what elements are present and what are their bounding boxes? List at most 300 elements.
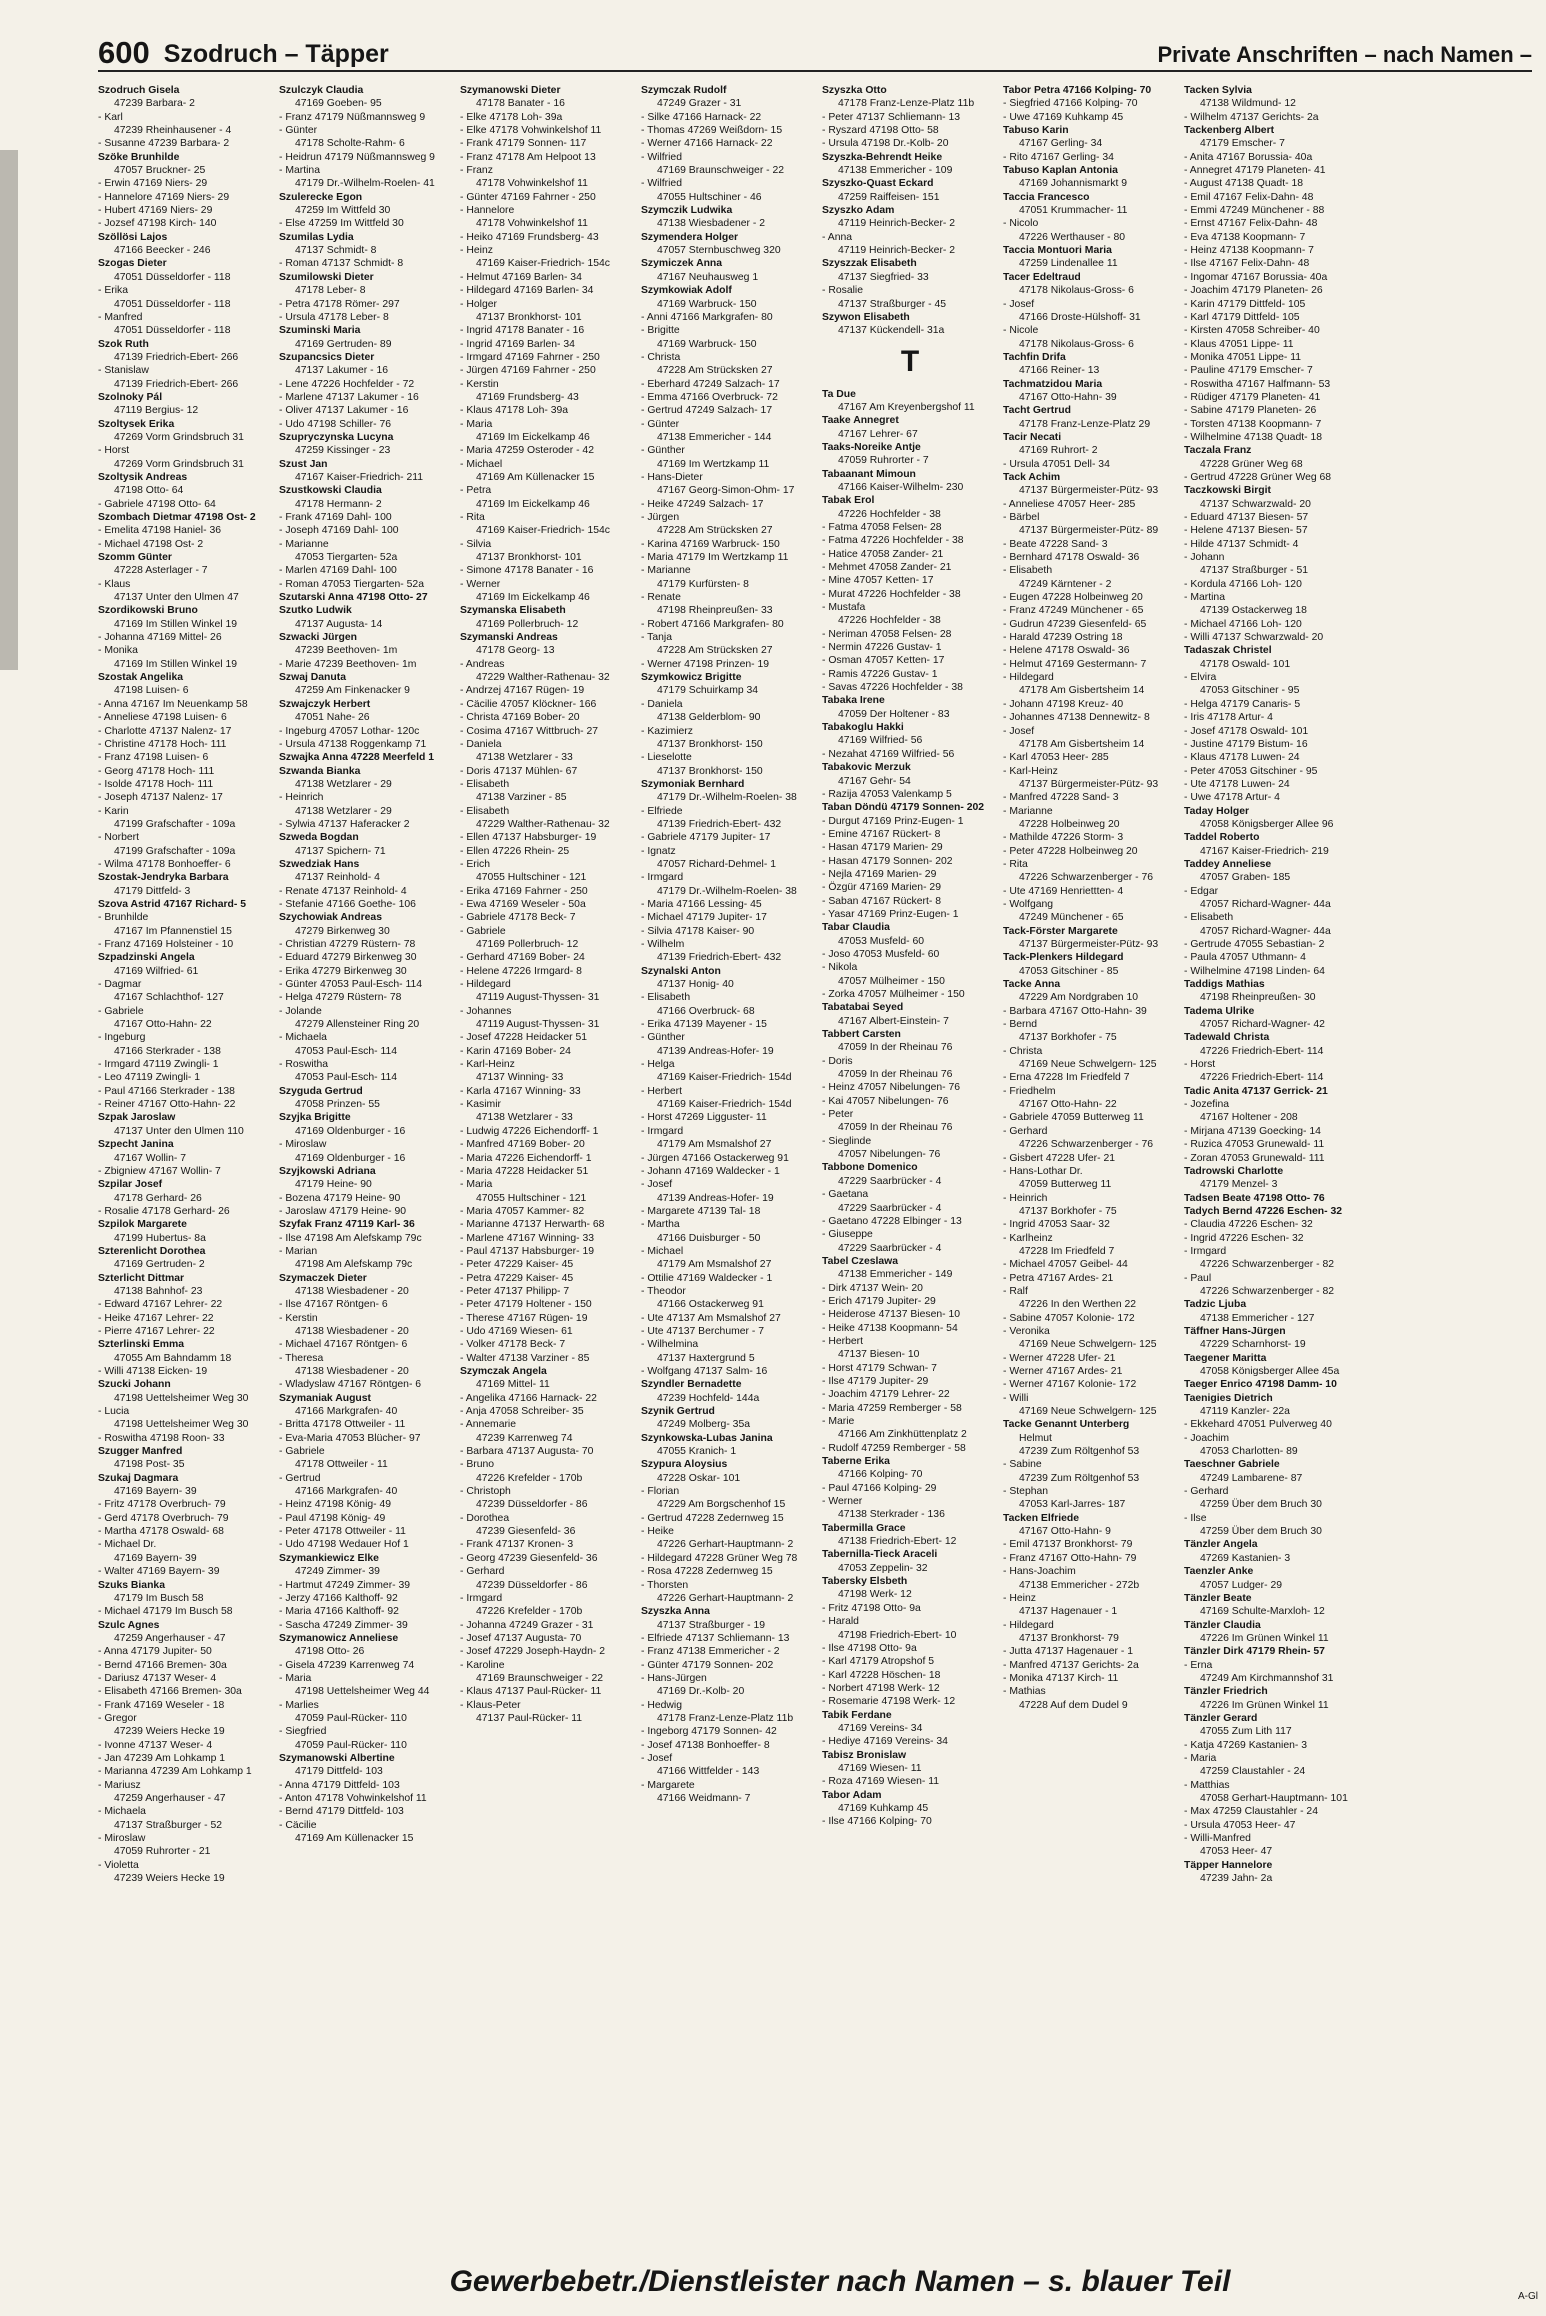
entry-name: - Christa [1003, 1045, 1043, 1057]
directory-entry [98, 151, 274, 178]
entry-name: - Gerhard [1003, 1125, 1048, 1137]
entry-address: 47228 Am Strücksken 27 [657, 525, 773, 537]
directory-entry [1184, 1325, 1360, 1352]
entry-name: - Bernd 47166 Bremen- 30a [98, 1659, 227, 1671]
entry-address: 47178 Am Gisbertsheim 14 [1019, 738, 1145, 750]
directory-column [279, 84, 455, 2240]
entry-name: - Silvia 47178 Kaiser- 90 [641, 925, 755, 937]
directory-entry [98, 1565, 274, 1578]
directory-entry [1003, 97, 1179, 110]
entry-name: - Roza 47169 Wiesen- 11 [822, 1776, 940, 1788]
entry-address: 47178 Franz-Lenze-Platz 29 [1019, 418, 1151, 430]
directory-entry [460, 805, 636, 832]
directory-entry [822, 1548, 998, 1575]
entry-name: Szychowiak Andreas [279, 912, 382, 924]
entry-name: - Monika 47137 Kirch- 11 [1003, 1672, 1119, 1684]
directory-entry [1184, 338, 1360, 351]
entry-name: - Franz 47179 Nüßmannsweg 9 [279, 111, 426, 123]
entry-address: 47166 Am Zinkhüttenplatz 2 [838, 1429, 967, 1441]
entry-name: - Helene 47137 Biesen- 57 [1184, 525, 1308, 537]
directory-entry [279, 658, 455, 671]
entry-name: - Stefanie 47166 Goethe- 106 [279, 898, 416, 910]
directory-entry [822, 1362, 998, 1375]
entry-name: - Werner [822, 1496, 863, 1508]
entry-address: 47239 Düsseldorfer - 86 [476, 1579, 588, 1591]
entry-name: - Emelita 47198 Haniel- 36 [98, 525, 222, 537]
directory-entry [279, 858, 455, 885]
directory-entry [1003, 885, 1179, 898]
entry-name: - Roswitha [279, 1059, 329, 1071]
entry-name: - Ellen 47226 Rhein- 25 [460, 845, 570, 857]
directory-entry [1003, 951, 1179, 978]
entry-name: Tabbone Domenico [822, 1162, 918, 1174]
entry-name: - Karlheinz [1003, 1232, 1053, 1244]
directory-entry [98, 1805, 274, 1832]
entry-name: - Silvia [460, 538, 492, 550]
entry-address: 47269 Vorm Grindsbruch 31 [114, 431, 244, 443]
entry-address: 47179 Dr.-Wilhelm-Roelen- 41 [295, 178, 435, 190]
entry-name: Tadzic Ljuba [1184, 1299, 1247, 1311]
entry-name: - Helmut 47169 Gestermann- 7 [1003, 658, 1147, 670]
entry-name: - Helmut 47169 Barlen- 34 [460, 271, 582, 283]
directory-entry [279, 1592, 455, 1605]
entry-address: 47138 Wildmund- 12 [1200, 98, 1296, 110]
directory-entry [1184, 298, 1360, 311]
directory-entry [279, 1031, 455, 1058]
entry-name: - Jürgen 47166 Ostackerweg 91 [641, 1152, 789, 1164]
directory-entry [1003, 511, 1179, 538]
entry-address: 47178 Ottweiler - 11 [295, 1459, 388, 1471]
entry-name: - Cosima 47167 Wittbruch- 27 [460, 725, 599, 737]
directory-entry [822, 681, 998, 694]
entry-name: - Johannes 47138 Dennewitz- 8 [1003, 712, 1150, 724]
directory-entry [1184, 524, 1360, 537]
entry-name: - Karl [98, 111, 123, 123]
directory-entry [822, 1682, 998, 1695]
entry-address: 47259 Über dem Bruch 30 [1200, 1499, 1322, 1511]
directory-entry [460, 1245, 636, 1258]
entry-address: 47138 Bahnhof- 23 [114, 1285, 203, 1297]
entry-name: - Karl-Heinz [1003, 765, 1058, 777]
entry-name: - Michaela [279, 1032, 327, 1044]
entry-name: - Stanislaw [98, 365, 149, 377]
entry-name: - Rudolf 47259 Remberger - 58 [822, 1442, 966, 1454]
entry-name: Taccia Francesco [1003, 191, 1090, 203]
directory-entry [641, 471, 817, 498]
entry-address: 47137 Bürgermeister-Pütz- 89 [1019, 525, 1159, 537]
entry-name: - Michael [641, 1245, 684, 1257]
entry-name: - Maria [279, 1672, 312, 1684]
directory-entry [1184, 244, 1360, 257]
directory-entry [279, 1552, 455, 1579]
entry-address: 47057 Richard-Dehmel- 1 [657, 858, 776, 870]
entry-name: Tacke Genannt Unterberg [1003, 1419, 1130, 1431]
entry-address: 47137 Bürgermeister-Pütz- 93 [1019, 485, 1159, 497]
entry-name: Tack-Plenkers Hildegard [1003, 952, 1124, 964]
directory-entry [460, 658, 636, 685]
entry-name: Szumilas Lydia [279, 231, 354, 243]
entry-name: - Hildegard 47169 Barlen- 34 [460, 285, 594, 297]
directory-entry [1184, 1232, 1360, 1245]
entry-name: Szwajczyk Herbert [279, 698, 371, 710]
entry-address: 47229 Saarbrücker - 4 [838, 1202, 942, 1214]
entry-name: - Eduard 47137 Biesen- 57 [1184, 512, 1309, 523]
directory-entry [1003, 644, 1179, 657]
entry-name: - Theodor [641, 1285, 686, 1297]
entry-name: - Hedwig [641, 1699, 682, 1711]
entry-name: - Ute 47137 Berchumer - 7 [641, 1325, 765, 1337]
directory-entry [98, 951, 274, 978]
directory-entry [641, 551, 817, 564]
entry-name: Szpilar Josef [98, 1179, 163, 1191]
directory-entry [460, 164, 636, 191]
entry-name: - Manfred [98, 311, 143, 323]
directory-entry [460, 698, 636, 711]
entry-name: Täffner Hans-Jürgen [1184, 1325, 1286, 1337]
directory-entry [1003, 538, 1179, 551]
entry-name: - Michael 47198 Ost- 2 [98, 538, 204, 550]
entry-name: Szumilowski Dieter [279, 271, 374, 283]
entry-name: - Marianne [1003, 805, 1053, 817]
directory-entry [98, 604, 274, 631]
entry-address: 47139 Friedrich-Ebert- 266 [114, 351, 239, 363]
directory-entry [279, 1272, 455, 1299]
entry-address: 47137 Straßburger - 52 [114, 1819, 223, 1831]
entry-address: 47059 Der Holtener - 83 [838, 708, 950, 720]
entry-name: - Bozena 47179 Heine- 90 [279, 1192, 401, 1204]
directory-entry [460, 1098, 636, 1125]
directory-entry [822, 1442, 998, 1455]
entry-address: 47228 Am Strücksken 27 [657, 365, 773, 377]
entry-name: - Jozsef 47198 Kirch- 140 [98, 218, 217, 230]
entry-name: Szodruch Gisela [98, 85, 180, 96]
entry-address: 47179 Im Busch 58 [114, 1592, 204, 1604]
entry-name: - Elvira [1184, 672, 1217, 684]
entry-address: 47226 Schwarzenberger - 76 [1019, 1139, 1154, 1151]
entry-name: - Murat 47226 Hochfelder - 38 [822, 588, 961, 600]
entry-name: - Mehmet 47058 Zander- 21 [822, 562, 952, 573]
entry-name: - Maria 47226 Eichendorff- 1 [460, 1152, 592, 1164]
entry-name: - Ursula 47051 Dell- 34 [1003, 458, 1110, 470]
directory-entry [98, 1031, 274, 1058]
section-title: Private Anschriften – nach Namen – [1157, 42, 1532, 67]
entry-address: 47169 Neue Schwelgern- 125 [1019, 1339, 1157, 1351]
entry-name: - Heinz 47057 Nibelungen- 76 [822, 1082, 961, 1094]
directory-entry [98, 805, 274, 832]
entry-address: 47057 Richard-Wagner- 44a [1200, 898, 1331, 910]
entry-name: Szterlinski Emma [98, 1339, 185, 1351]
directory-entry [98, 698, 274, 711]
entry-name: - Matthias [1184, 1779, 1230, 1791]
entry-name: - Zoran 47053 Grunewald- 111 [1184, 1152, 1325, 1164]
directory-entry [279, 765, 455, 792]
entry-name: - Günter 47053 Paul-Esch- 114 [279, 979, 423, 991]
directory-entry [460, 1125, 636, 1138]
directory-entry [822, 1482, 998, 1495]
directory-entry [98, 1859, 274, 1886]
directory-entry [98, 1245, 274, 1272]
entry-name: - Saban 47167 Rückert- 8 [822, 895, 941, 907]
directory-entry [279, 698, 455, 725]
entry-name: - Maria [460, 1179, 493, 1191]
entry-name: - Peter 47229 Kaiser- 45 [460, 1259, 574, 1271]
directory-entry [1003, 471, 1179, 498]
directory-entry [822, 1749, 998, 1776]
directory-entry [822, 1815, 998, 1828]
entry-name: - Günther [641, 445, 685, 457]
entry-name: - Wolfgang 47137 Salm- 16 [641, 1366, 768, 1377]
directory-entry [822, 1295, 998, 1308]
entry-address: 47138 Gelderblom- 90 [657, 712, 761, 724]
directory-entry [279, 604, 455, 631]
directory-entry [822, 748, 998, 761]
directory-entry [460, 1312, 636, 1325]
entry-address: 47051 Düsseldorfer - 118 [114, 271, 231, 283]
directory-entry [460, 778, 636, 805]
entry-name: Tachmatzidou Maria [1003, 378, 1103, 390]
directory-entry [1184, 217, 1360, 230]
directory-entry [460, 1485, 636, 1512]
entry-address: 47169 Braunschweiger - 22 [657, 165, 785, 177]
entry-name: - Silke 47166 Harnack- 22 [641, 111, 762, 123]
directory-entry [279, 671, 455, 698]
entry-name: - Theresa [279, 1352, 324, 1364]
entry-name: - Elisabeth [1184, 912, 1234, 924]
entry-name: - Kerstin [460, 378, 499, 390]
entry-name: - Marianna 47239 Am Lohkamp 1 [98, 1766, 252, 1778]
directory-entry [460, 725, 636, 738]
directory-entry [822, 561, 998, 574]
directory-entry [460, 484, 636, 511]
entry-address: 47226 Hochfelder - 38 [838, 615, 941, 627]
directory-entry [1184, 1538, 1360, 1565]
entry-name: - Fatma 47226 Hochfelder - 38 [822, 535, 964, 547]
entry-name: - Franz 47169 Holsteiner - 10 [98, 939, 234, 950]
entry-name: - Maria 47166 Lessing- 45 [641, 898, 762, 910]
entry-name: - Reiner 47167 Otto-Hahn- 22 [98, 1099, 236, 1111]
entry-name: - Ryszard 47198 Otto- 58 [822, 125, 939, 137]
directory-entry [98, 1098, 274, 1111]
entry-name: - Christine 47178 Hoch- 111 [98, 738, 227, 750]
entry-name: Szoltysek Erika [98, 418, 175, 430]
directory-entry [822, 721, 998, 748]
entry-name: Szymiczek Anna [641, 258, 723, 270]
directory-entry [1184, 284, 1360, 297]
directory-entry [460, 444, 636, 457]
directory-entry [1184, 578, 1360, 591]
entry-name: - Heinz 47198 König- 49 [279, 1499, 392, 1511]
entry-name: Szöllösi Lajos [98, 231, 168, 243]
directory-entry [641, 177, 817, 204]
entry-name: - Ilse 47198 Otto- 9a [822, 1642, 917, 1654]
entry-address: 47059 In der Rheinau 76 [838, 1122, 953, 1134]
page-header [98, 30, 1532, 72]
entry-name: Taday Holger [1184, 805, 1250, 817]
directory-entry [1184, 1138, 1360, 1151]
entry-name: - Friedhelm [1003, 1085, 1056, 1097]
entry-address: 47169 Wilfried- 61 [114, 965, 199, 977]
directory-entry [641, 1752, 817, 1779]
entry-name: - Werner 47166 Harnack- 22 [641, 138, 773, 150]
entry-name: - Christian 47279 Rüstern- 78 [279, 939, 416, 950]
entry-name: - Georg 47178 Hoch- 111 [98, 765, 215, 777]
entry-name: - Hannelore [460, 205, 515, 217]
entry-address: 47167 Am Kreyenbergshof 11 [838, 401, 975, 413]
directory-entry [460, 458, 636, 485]
entry-address: 47226 Schwarzenberger - 82 [1200, 1259, 1335, 1271]
entry-name: - Erika [98, 285, 129, 297]
directory-entry [641, 725, 817, 752]
directory-entry [279, 217, 455, 230]
entry-name: - Klaus 47178 Luwen- 24 [1184, 752, 1300, 764]
entry-name: - Ingrid 47169 Barlen- 34 [460, 338, 575, 350]
entry-name: - Martha 47178 Oswald- 68 [98, 1526, 224, 1538]
directory-entry [1003, 298, 1179, 325]
directory-entry [460, 1178, 636, 1205]
directory-entry [1184, 1432, 1360, 1459]
directory-entry [98, 284, 274, 311]
entry-name: - Johannes [460, 1005, 512, 1017]
entry-address: 47249 Zimmer- 39 [295, 1566, 380, 1578]
entry-name: - Peter 47228 Holbeinweg 20 [1003, 845, 1138, 857]
entry-name: - Erich 47179 Jupiter- 29 [822, 1295, 936, 1307]
directory-entry [822, 257, 998, 284]
entry-name: - Kazimierz [641, 725, 693, 737]
entry-name: Tabermilla Grace [822, 1522, 906, 1534]
directory-entry [641, 698, 817, 725]
entry-name: Tabuso Karin [1003, 125, 1069, 137]
entry-name: Tadrowski Charlotte [1184, 1165, 1284, 1177]
directory-entry [460, 137, 636, 150]
entry-name: - Frank 47169 Dahl- 100 [279, 512, 392, 523]
directory-entry [279, 1632, 455, 1659]
directory-entry [279, 1605, 455, 1618]
directory-entry [460, 1592, 636, 1619]
entry-address: 47178 Banater - 16 [476, 98, 565, 110]
entry-address: 47166 Kaiser-Wilhelm- 230 [838, 481, 964, 493]
entry-name: - Hubert 47169 Niers- 29 [98, 205, 213, 217]
directory-entry [641, 1325, 817, 1338]
directory-entry [98, 738, 274, 751]
directory-entry [460, 324, 636, 337]
entry-address: 47249 Münchener - 65 [1019, 912, 1124, 924]
entry-name: - Rita [1003, 858, 1028, 870]
entry-name: - Gabriele [98, 1005, 144, 1017]
entry-name: - Rosa 47228 Zedernweg 15 [641, 1566, 773, 1578]
entry-address: 47198 Uettelsheimer Weg 44 [295, 1686, 430, 1698]
entry-address: 47229 Saarbrücker - 4 [838, 1175, 942, 1187]
entry-name: - Klaus 47051 Lippe- 11 [1184, 338, 1294, 350]
directory-entry [460, 298, 636, 325]
directory-entry [822, 1735, 998, 1748]
directory-entry [1003, 404, 1179, 431]
directory-entry [1184, 938, 1360, 951]
entry-name: - Nermin 47226 Gustav- 1 [822, 642, 942, 654]
entry-address: 47169 Gertruden- 89 [295, 338, 392, 350]
entry-address: 47055 Hultschiner - 121 [476, 872, 587, 884]
entry-address: 47169 Dr.-Kolb- 20 [657, 1686, 745, 1698]
entry-name: - Gerd 47178 Overbruch- 79 [98, 1512, 229, 1524]
entry-name: Szyfak Franz 47119 Karl- 36 [279, 1219, 415, 1231]
entry-address: 47169 Neue Schwelgern- 125 [1019, 1406, 1157, 1418]
directory-entry [279, 1579, 455, 1592]
entry-name: - Rosalie 47178 Gerhard- 26 [98, 1205, 230, 1217]
entry-name: - Karl 47179 Dittfeld- 105 [1184, 311, 1300, 323]
entry-name: - Eva 47138 Koopmann- 7 [1184, 231, 1306, 243]
entry-name: Szymczik Ludwika [641, 205, 733, 217]
directory-entry [1184, 1085, 1360, 1098]
directory-entry [98, 231, 274, 258]
directory-entry [641, 1779, 817, 1806]
entry-name: - Maria 47057 Kammer- 82 [460, 1205, 585, 1217]
entry-name: - Joseph 47169 Dahl- 100 [279, 525, 399, 537]
entry-name: - Paula 47057 Uthmann- 4 [1184, 952, 1306, 964]
entry-name: Szupryczynska Lucyna [279, 431, 394, 443]
entry-name: - Anja 47058 Schreiber- 35 [460, 1406, 584, 1418]
directory-entry [279, 1498, 455, 1511]
directory-entry [641, 1645, 817, 1658]
entry-name: - Fatma 47058 Felsen- 28 [822, 521, 942, 533]
entry-address: 47138 Wiesbadener - 20 [295, 1325, 409, 1337]
directory-entry [279, 1725, 455, 1752]
entry-name: - Heinz [460, 245, 493, 257]
entry-name: - Gisbert 47228 Ufer- 21 [1003, 1152, 1116, 1164]
entry-address: 47239 Jahn- 2a [1200, 1873, 1273, 1885]
entry-name: - Josef 47228 Heidacker 51 [460, 1032, 588, 1044]
entry-name: Szymanowski Dieter [460, 85, 561, 96]
entry-name: - Ignatz [641, 845, 676, 857]
entry-address: 47169 Im Eickelkamp 46 [476, 431, 590, 443]
entry-name: - Werner 47167 Ardes- 21 [1003, 1366, 1123, 1377]
directory-entry [641, 631, 817, 658]
entry-name: - Brigitte [641, 325, 680, 337]
directory-entry [279, 458, 455, 485]
directory-entry [1184, 1485, 1360, 1512]
entry-name: - Willi 47137 Schwarzwald- 20 [1184, 632, 1324, 644]
entry-name: - Josef 47138 Bonhoeffer- 8 [641, 1739, 770, 1751]
corner-label: A-Gl [1518, 2291, 1538, 2302]
entry-address: 47229 Walther-Rathenau- 32 [476, 672, 610, 684]
entry-name: - Paul 47166 Kolping- 29 [822, 1482, 937, 1494]
entry-address: 47138 Sterkrader - 136 [838, 1509, 945, 1521]
entry-name: - Kerstin [279, 1312, 318, 1324]
entry-address: 47137 Hagenauer - 1 [1019, 1606, 1118, 1618]
entry-name: - Jan 47239 Am Lohkamp 1 [98, 1752, 226, 1764]
entry-name: Taenzler Anke [1184, 1566, 1254, 1578]
directory-entry [1184, 164, 1360, 177]
directory-entry [1184, 1659, 1360, 1686]
entry-name: - Margarete [641, 1779, 695, 1791]
directory-entry [641, 938, 817, 965]
directory-entry [1003, 111, 1179, 124]
directory-entry [1003, 658, 1179, 671]
entry-name: - Heiko 47169 Frundsberg- 43 [460, 231, 599, 243]
entry-name: Taberne Erika [822, 1456, 890, 1468]
entry-name: - Doris [822, 1055, 853, 1067]
directory-entry [1184, 324, 1360, 337]
directory-entry [1003, 351, 1179, 378]
directory-entry [641, 1672, 817, 1699]
entry-address: 47167 Wollin- 7 [114, 1152, 187, 1164]
directory-entry [822, 1215, 998, 1228]
directory-entry [822, 694, 998, 721]
entry-name: Szordikowski Bruno [98, 605, 198, 617]
directory-entry [98, 1432, 274, 1445]
entry-name: - Therese 47167 Rügen- 19 [460, 1312, 588, 1324]
entry-name: - Ewa 47169 Weseler - 50a [460, 898, 586, 910]
entry-address: 47137 Straßburger - 51 [1200, 565, 1309, 577]
entry-address: 47198 Werk- 12 [838, 1589, 912, 1601]
